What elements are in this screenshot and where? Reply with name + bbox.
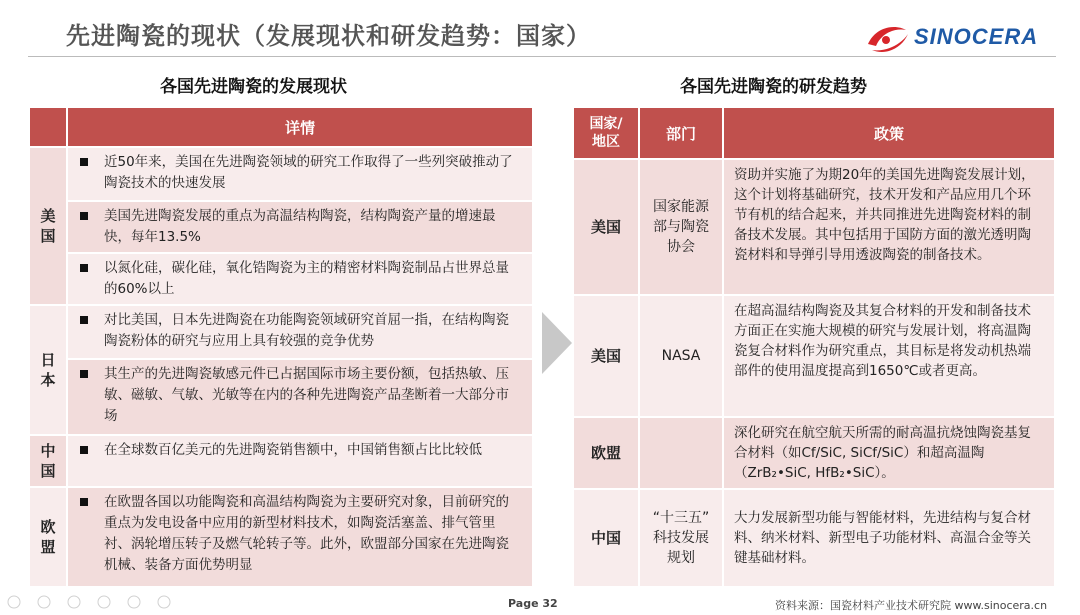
bullet-square-icon (80, 158, 88, 166)
logo-text: SINOCERA (914, 24, 1039, 49)
menu-icon (98, 596, 110, 608)
policy-cell: 大力发展新型功能与智能材料，先进结构与复合材料、纳米材料、新型电子功能材料、高温合金等关键基础材料。 (724, 490, 1054, 586)
department-cell (640, 418, 722, 488)
list-item: 美国先进陶瓷发展的重点为高温结构陶瓷，结构陶瓷产量的增速最快，每年13.5% (68, 202, 532, 252)
development-status-table (30, 108, 532, 586)
slide-nav-controls (6, 594, 176, 614)
department-cell: “十三五” 科技发展 规划 (640, 490, 722, 586)
list-item: 在欧盟各国以功能陶瓷和高温结构陶瓷为主要研究对象，目前研究的重点为发电设备中应用的新型材料技术，如陶瓷活塞盖、排气管里衬、涡轮增压转子及燃气轮转子等。此外，欧盟部分国家在先进陶瓷机械、装备方面优势明显 (68, 488, 532, 586)
logo-mark-icon (862, 18, 912, 58)
bullet-square-icon (80, 212, 88, 220)
table-header-region: 国家/ 地区 (574, 108, 638, 158)
country-cell-us: 美 国 (30, 148, 66, 304)
page-title: 先进陶瓷的现状（发展现状和研发趋势：国家） (66, 22, 591, 50)
bullet-square-icon (80, 264, 88, 272)
country-cell-japan: 日 本 (30, 306, 66, 434)
pen-icon (68, 596, 80, 608)
region-cell: 欧盟 (574, 418, 638, 488)
department-cell: NASA (640, 296, 722, 416)
bullet-square-icon (80, 370, 88, 378)
arrow-right-icon (542, 312, 572, 374)
department-cell: 国家能源 部与陶瓷 协会 (640, 160, 722, 294)
table-header-details: 详情 (68, 108, 532, 146)
more-icon (158, 596, 170, 608)
country-cell-eu: 欧 盟 (30, 488, 66, 586)
next-slide-icon (38, 596, 50, 608)
table-header-department: 部门 (640, 108, 722, 158)
right-section-title: 各国先进陶瓷的研发趋势 (680, 77, 867, 97)
list-item: 在全球数百亿美元的先进陶瓷销售额中，中国销售额占比比较低 (68, 436, 532, 486)
page-number: Page 32 (508, 597, 558, 610)
company-logo (862, 18, 1052, 58)
rd-trends-table (574, 108, 1054, 586)
bullet-square-icon (80, 316, 88, 324)
table-header-policy: 政策 (724, 108, 1054, 158)
bullet-square-icon (80, 446, 88, 454)
list-item: 对比美国，日本先进陶瓷在功能陶瓷领域研究首屈一指，在结构陶瓷陶瓷粉体的研究与应用上具有较强的竞争优势 (68, 306, 532, 358)
region-cell: 美国 (574, 160, 638, 294)
policy-cell: 深化研究在航空航天所需的耐高温抗烧蚀陶瓷基复合材料（如Cf/SiC, SiCf/SiC）和超高温陶（ZrB₂•SiC, HfB₂•SiC）。 (724, 418, 1054, 488)
zoom-icon (128, 596, 140, 608)
region-cell: 美国 (574, 296, 638, 416)
country-cell-china: 中 国 (30, 436, 66, 486)
bullet-square-icon (80, 498, 88, 506)
policy-cell: 在超高温结构陶瓷及其复合材料的开发和制备技术方面正在实施大规模的研究与发展计划，将高温陶瓷复合材料作为研究重点，其目标是将发动机热端部件的使用温度提高到1650℃或者更高。 (724, 296, 1054, 416)
list-item: 以氮化硅，碳化硅，氧化锆陶瓷为主的精密材料陶瓷制品占世界总量的60%以上 (68, 254, 532, 304)
policy-cell: 资助并实施了为期20年的美国先进陶瓷发展计划，这个计划将基础研究，技术开发和产品应用几个环节有机的结合起来，并共同推进先进陶瓷材料的制备技术发展。其中包括用于国防方面的激光透明陶瓷材料和导弹引导用透波陶瓷的制备技术。 (724, 160, 1054, 294)
prev-slide-icon (8, 596, 20, 608)
region-cell: 中国 (574, 490, 638, 586)
source-note: 资料来源：国瓷材料产业技术研究院 www.sinocera.cn (775, 599, 1048, 612)
table-header-blank (30, 108, 66, 146)
list-item: 近50年来，美国在先进陶瓷领域的研究工作取得了一些列突破推动了陶瓷技术的快速发展 (68, 148, 532, 200)
list-item: 其生产的先进陶瓷敏感元件已占据国际市场主要份额，包括热敏、压敏、磁敏、气敏、光敏等在内的各种先进陶瓷产品垄断着一大部分市场 (68, 360, 532, 434)
left-section-title: 各国先进陶瓷的发展现状 (160, 77, 347, 97)
